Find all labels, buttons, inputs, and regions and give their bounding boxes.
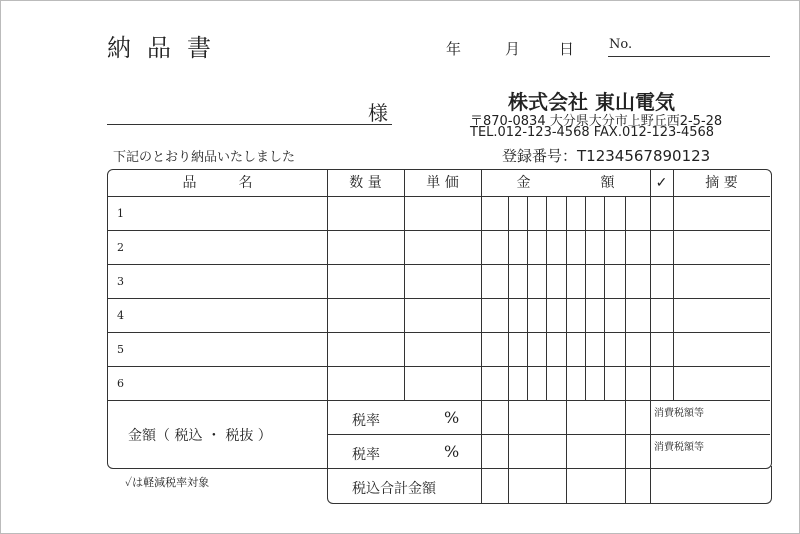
header-quantity: 数 量 — [349, 175, 382, 191]
number-underline — [608, 56, 770, 57]
header-unit-price: 単 価 — [426, 175, 459, 191]
row-number: 6 — [117, 377, 124, 390]
summary-row-divider — [327, 434, 770, 435]
col-divider — [327, 170, 328, 467]
percent-sign-1: % — [444, 408, 460, 427]
col-divider — [481, 170, 482, 467]
row-number: 3 — [117, 275, 124, 288]
total-divider — [481, 467, 482, 504]
total-label: 税込合計金額 — [352, 481, 436, 497]
recipient-underline — [107, 124, 392, 125]
company-name: 株式会社 東山電気 — [508, 90, 675, 114]
amount-tax-label: 金額（ 税込 ・ 税抜 ） — [128, 428, 272, 444]
tax-rate-label-1: 税率 — [352, 413, 380, 429]
document-title: 納品書 — [107, 34, 227, 62]
header-check: ✓ — [655, 175, 668, 191]
total-digit-divider — [566, 467, 567, 504]
reduced-tax-footnote: ✓は軽減税率対象 — [125, 476, 210, 489]
company-contact: TEL.012-123-4568 FAX.012-123-4568 — [470, 125, 715, 140]
row-number: 4 — [117, 309, 124, 322]
intro-text: 下記のとおり納品いたしました — [113, 150, 296, 165]
col-divider — [650, 170, 651, 467]
number-label: No. — [609, 37, 633, 52]
consumption-tax-label-1: 消費税額等 — [654, 408, 704, 419]
recipient-honorific: 様 — [368, 101, 388, 125]
row-number: 2 — [117, 241, 124, 254]
date-day-label: 日 — [559, 40, 575, 58]
company-address: 〒870-0834 大分県大分市上野丘西2-5-28 — [470, 114, 723, 129]
header-notes: 摘 要 — [705, 175, 738, 191]
total-divider — [650, 467, 651, 504]
summary-divider — [108, 400, 770, 401]
header-divider — [108, 196, 770, 197]
header-amount: 金 額 — [516, 175, 615, 191]
row-number: 1 — [117, 207, 124, 220]
total-digit-divider — [508, 467, 509, 504]
row-divider — [108, 332, 770, 333]
row-divider — [108, 366, 770, 367]
tax-rate-label-2: 税率 — [352, 447, 380, 463]
row-divider — [108, 264, 770, 265]
company-registration: 登録番号：T1234567890123 — [502, 147, 711, 165]
header-item: 品 名 — [182, 175, 253, 191]
row-divider — [108, 230, 770, 231]
row-divider — [108, 298, 770, 299]
total-digit-divider — [625, 467, 626, 504]
percent-sign-2: % — [444, 442, 460, 461]
date-year-label: 年 — [446, 40, 462, 58]
date-month-label: 月 — [505, 40, 521, 58]
consumption-tax-label-2: 消費税額等 — [654, 442, 704, 453]
row-number: 5 — [117, 343, 124, 356]
